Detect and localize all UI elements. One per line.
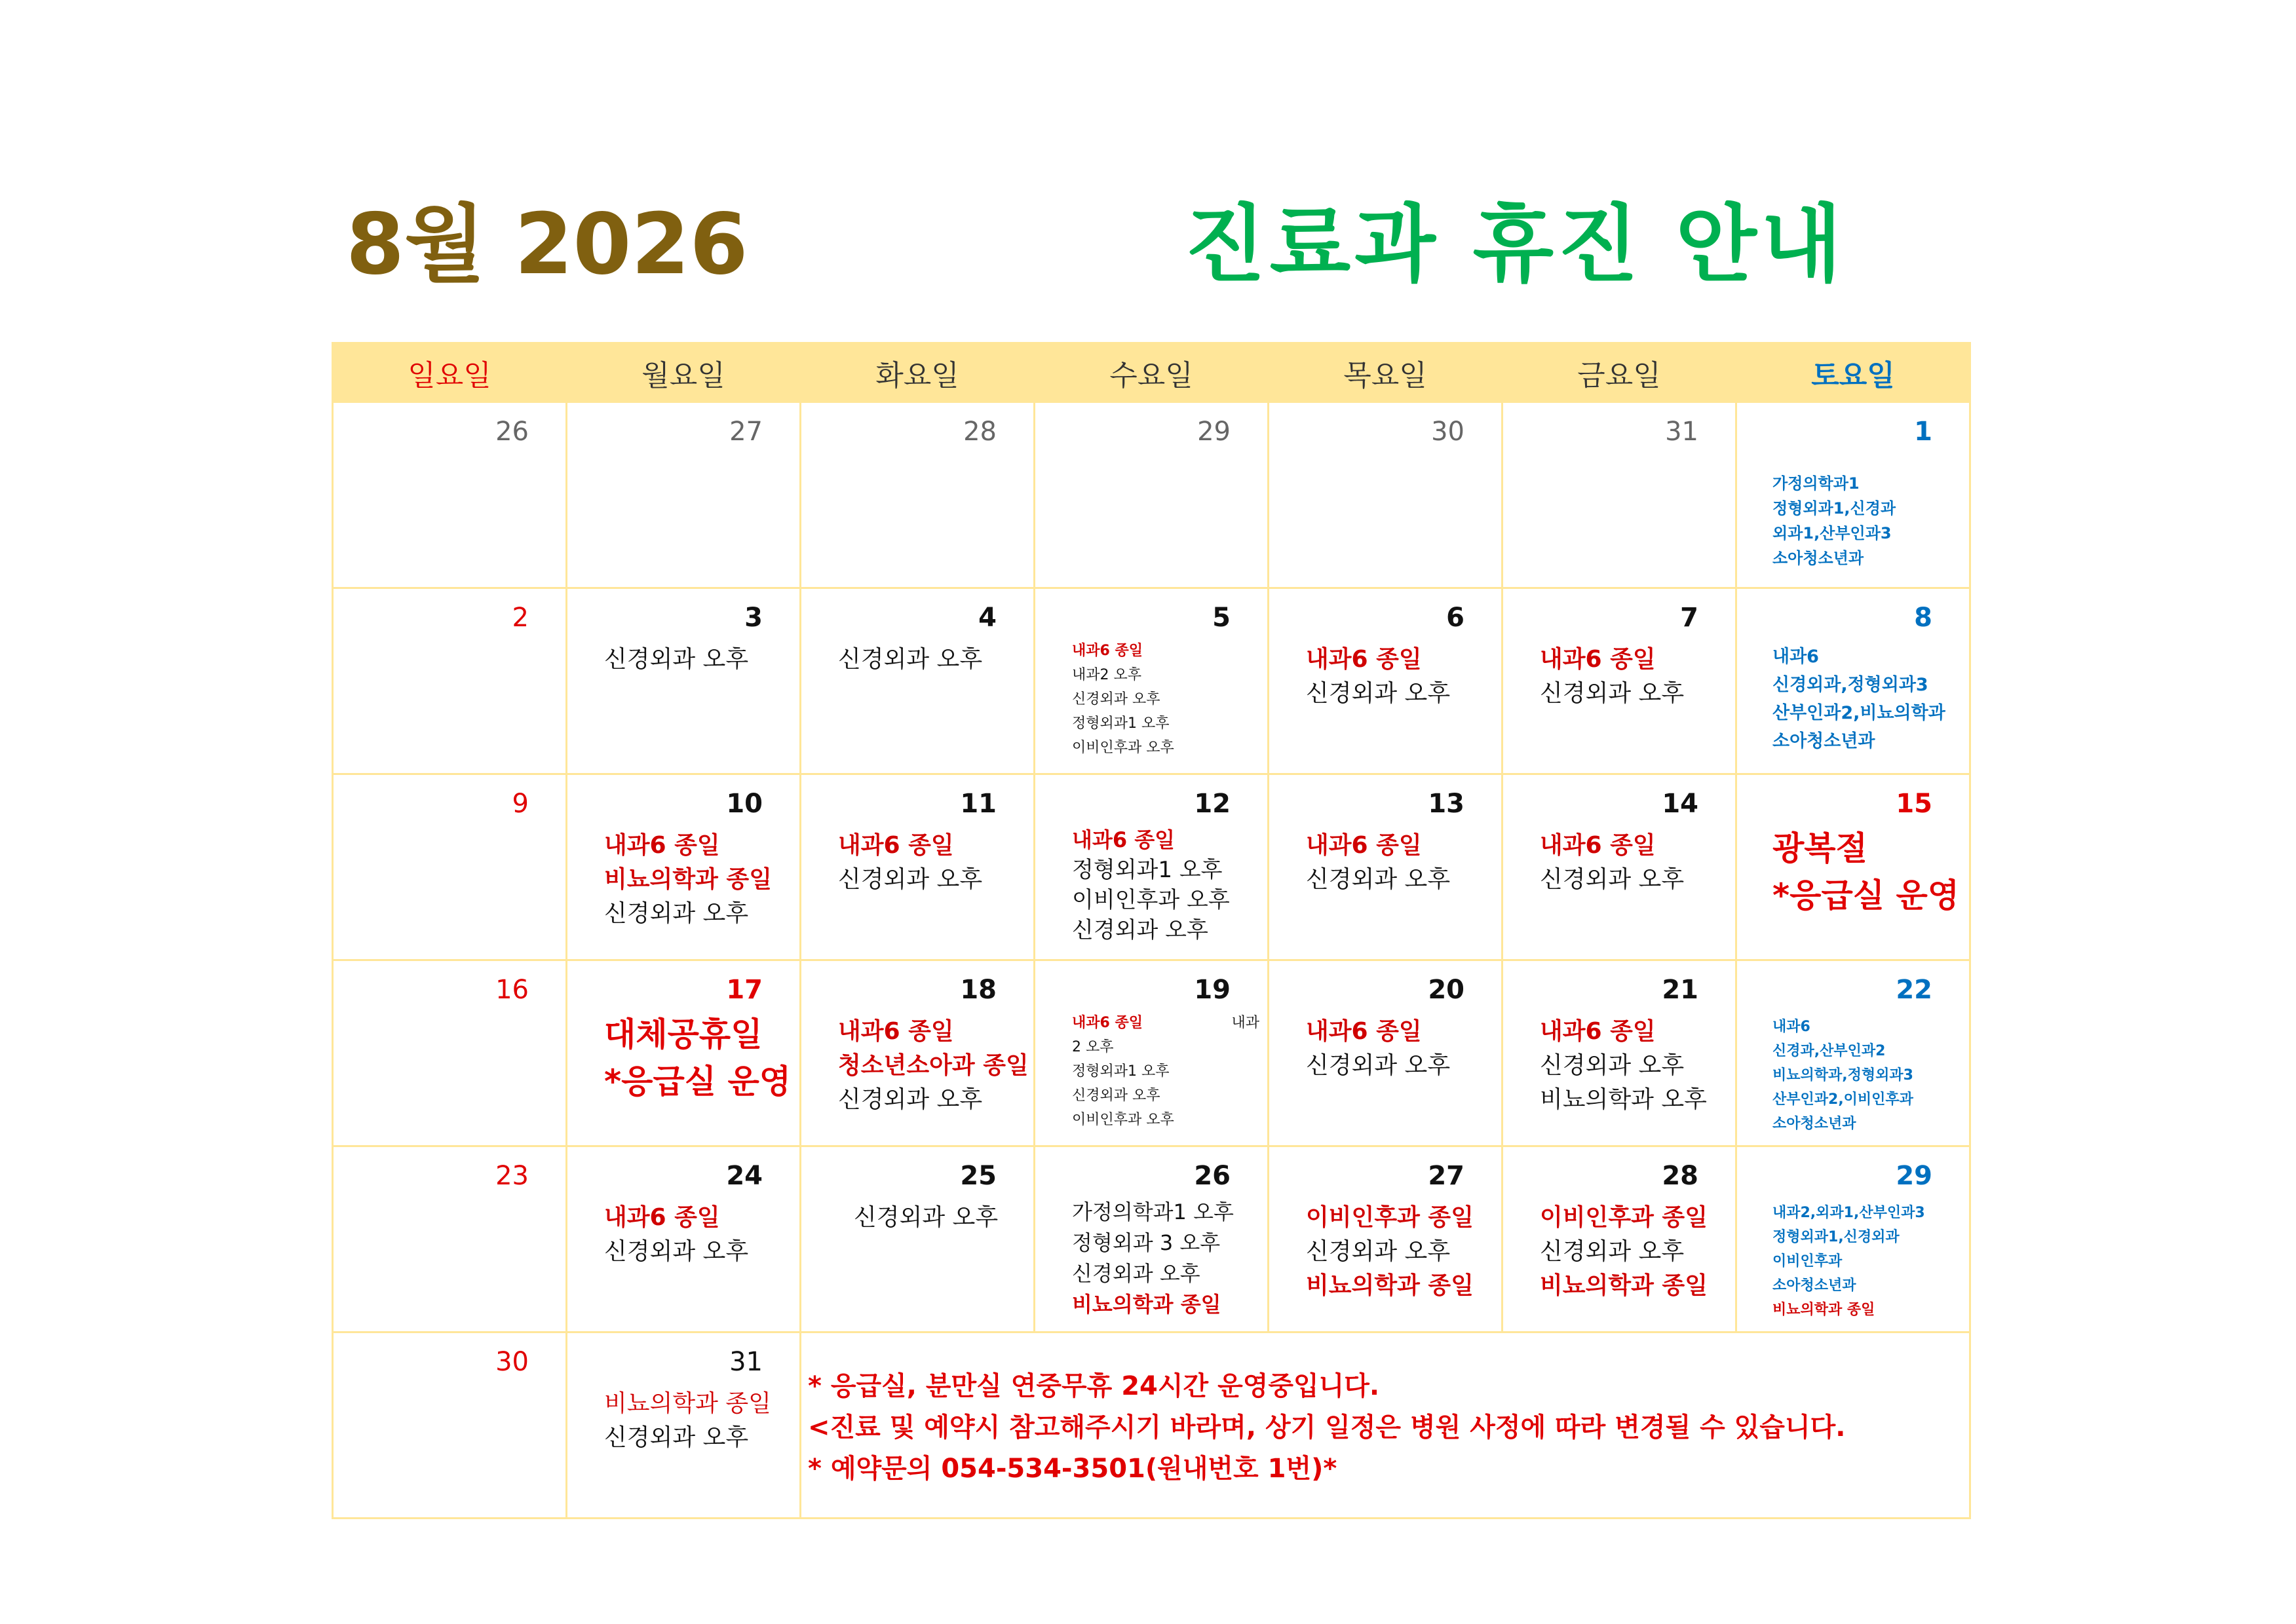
day-cell [333,588,567,774]
day-number: 7 [1680,603,1698,633]
closure-item: 소아청소년과 [1772,731,1875,751]
holiday-note [1737,820,1969,919]
day-cell [1736,402,1970,588]
day-cell [567,774,801,960]
weekday-friday: 금요일 [1502,343,1736,402]
day-cell [567,1332,801,1519]
closure-item: 신경외과 오후 [854,1204,999,1231]
closure-item: 비뇨의학과 종일 [1772,1302,1875,1318]
closure-item: 비뇨의학과 종일 [604,1390,771,1417]
day-cell [1269,960,1502,1146]
weekday-wednesday: 수요일 [1035,343,1269,402]
closure-item: 정형외과1,신경과 [1772,499,1896,518]
day-cell [801,588,1035,774]
day-number: 26 [1194,1161,1231,1191]
holiday-name: 광복절 [1772,829,1867,867]
page-title: 진료과 휴진 안내 [1185,196,1846,293]
closure-item: 내과6 종일 [1306,1018,1422,1045]
day-number: 4 [978,603,997,633]
closure-item: 산부인과2,이비인후과 [1772,1091,1913,1108]
day-cell [333,774,567,960]
closure-item: 산부인과2,비뇨의학과 [1772,703,1945,723]
day-number: 31 [729,1347,763,1377]
day-cell [333,1332,567,1519]
week-row-4 [333,960,1970,1146]
closure-item: 비뇨의학과 종일 [1072,1292,1221,1317]
day-cell [333,402,567,588]
closure-item: 신경외과 오후 [1072,691,1160,708]
closure-item: 신경외과 오후 [1540,1238,1685,1265]
closure-item: 소아청소년과 [1772,1277,1856,1294]
closure-list [1737,1006,1969,1136]
day-number: 10 [726,789,763,819]
day-number: 16 [495,975,529,1005]
day-number: 6 [1446,603,1464,633]
day-cell [1502,774,1736,960]
closure-item: 내과6 종일 [1540,832,1656,859]
weekday-thursday: 목요일 [1269,343,1502,402]
day-cell [1736,774,1970,960]
closure-item: 정형외과1 오후 [1072,857,1223,883]
day-cell [567,402,801,588]
notice-line: * 응급실, 분만실 연중무휴 24시간 운영중입니다. [808,1371,1380,1401]
day-number: 26 [495,417,529,447]
day-cell [1736,960,1970,1146]
day-cell [1035,588,1269,774]
holiday-er-note: *응급실 운영 [604,1063,792,1101]
closure-item: 신경외과 오후 [1072,1261,1200,1286]
closure-item: 이비인후과 오후 [1072,740,1174,756]
weekday-saturday: 토요일 [1736,343,1970,402]
week-row-1 [333,402,1970,588]
day-number: 30 [1431,417,1464,447]
day-cell [1035,960,1269,1146]
closure-item: 내과6 종일 [1306,832,1422,859]
closure-item: 신경외과 오후 [1540,866,1685,893]
closure-item: 신경외과 오후 [838,646,983,673]
day-number: 17 [726,975,763,1005]
closure-item: 소아청소년과 [1772,549,1864,567]
closure-item: 신경외과 오후 [1306,1238,1451,1265]
closure-item: 내과6 종일 [1540,646,1656,673]
notice-cell [801,1332,1970,1519]
notice-line: <진료 및 예약시 참고해주시기 바라며, 상기 일정은 병원 사정에 따라 변경될 수 있습니다. [808,1412,1846,1443]
day-number: 27 [729,417,763,447]
closure-item: 이비인후과 오후 [1072,1112,1174,1128]
day-cell [801,1146,1035,1332]
day-number: 5 [1212,603,1231,633]
closure-item: 신경외과 오후 [604,900,749,927]
day-cell [1502,960,1736,1146]
day-cell [801,960,1035,1146]
closure-list [1737,447,1969,571]
month-title: 8월 2026 [346,196,748,293]
closure-item: 내과6 종일 [1072,1015,1143,1031]
closure-item: 비뇨의학과 오후 [1540,1086,1707,1113]
closure-item: 신경외과 오후 [1540,680,1685,707]
closure-item: 신경외과 오후 [838,866,983,893]
day-number: 3 [744,603,763,633]
notice-line: * 예약문의 054-534-3501(원내번호 1번)* [808,1454,1337,1484]
day-number: 29 [1896,1161,1932,1191]
closure-item: 신경외과 오후 [1540,1052,1685,1079]
closure-item: 비뇨의학과,정형외과3 [1772,1067,1913,1084]
closure-item: 비뇨의학과 종일 [604,866,772,893]
closure-item: 내과6 종일 [604,1204,720,1231]
week-row-3 [333,774,1970,960]
day-number: 28 [1662,1161,1698,1191]
closure-item: 내과6 종일 [604,832,720,859]
day-number: 12 [1194,789,1231,819]
day-cell [1736,1146,1970,1332]
closure-item: 신경외과 오후 [604,1424,749,1451]
day-cell [333,960,567,1146]
closure-item: 신경외과 오후 [1306,1052,1451,1079]
day-number: 27 [1428,1161,1464,1191]
day-cell [1035,1146,1269,1332]
day-cell [801,402,1035,588]
closure-item: 소아청소년과 [1772,1116,1856,1132]
closure-item: 내과6 종일 [1306,646,1422,673]
day-number: 9 [512,789,529,819]
closure-item: 비뇨의학과 종일 [1540,1272,1708,1299]
day-number: 19 [1194,975,1231,1005]
week-row-5 [333,1146,1970,1332]
day-number: 23 [495,1161,529,1191]
day-number: 24 [726,1161,763,1191]
day-cell [333,1146,567,1332]
holiday-name: 대체공휴일 [604,1015,763,1053]
closure-item: 가정의학과1 [1772,474,1860,493]
day-cell [567,960,801,1146]
closure-item: 신경외과 오후 [1306,680,1451,707]
day-number: 2 [512,603,529,633]
weekday-sunday: 일요일 [333,343,567,402]
day-cell [1736,588,1970,774]
closure-item: 신경외과 오후 [604,1238,749,1265]
day-cell [1502,402,1736,588]
week-row-6 [333,1332,1970,1519]
closure-item: 내과2 오후 [1072,667,1141,683]
weekday-tuesday: 화요일 [801,343,1035,402]
weekday-monday: 월요일 [567,343,801,402]
closure-item: 청소년소아과 종일 [838,1052,1029,1079]
weekday-header-row [333,343,1970,402]
day-number: 22 [1896,975,1932,1005]
day-cell [1035,774,1269,960]
closure-item: 정형외과1 오후 [1072,1063,1170,1080]
closure-item: 내과6 [1772,647,1819,667]
closure-item: 내과6 종일 [838,1018,954,1045]
notice-box [801,1333,1969,1490]
closure-item: 비뇨의학과 종일 [1306,1272,1474,1299]
day-cell [567,1146,801,1332]
closure-item: 내과6 종일 [1540,1018,1656,1045]
closure-item: 가정의학과1 오후 [1072,1199,1234,1224]
day-number: 1 [1914,417,1932,447]
day-number: 21 [1662,975,1698,1005]
closure-item: 정형외과1 오후 [1072,715,1170,732]
week-row-2 [333,588,1970,774]
closure-item: 내과 [1231,1015,1259,1031]
closure-item: 2 오후 [1072,1039,1114,1055]
calendar-table [332,342,1971,1519]
day-cell [1035,402,1269,588]
day-number: 11 [960,789,997,819]
day-cell [567,588,801,774]
day-cell [1269,588,1502,774]
day-number: 15 [1896,789,1932,819]
closure-item: 정형외과 3 오후 [1072,1230,1221,1255]
closure-item: 이비인후과 [1772,1253,1843,1270]
closure-item: 신경외과,정형외과3 [1772,675,1928,695]
day-number: 30 [495,1347,529,1377]
holiday-note [567,1006,799,1105]
closure-item: 내과6 [1772,1019,1810,1035]
closure-item: 이비인후과 종일 [1540,1204,1708,1231]
closure-item: 신경외과 오후 [1072,1087,1160,1104]
day-cell [1269,402,1502,588]
day-number: 25 [960,1161,997,1191]
day-cell [1502,1146,1736,1332]
day-number: 13 [1428,789,1464,819]
day-cell [1502,588,1736,774]
day-number: 14 [1662,789,1698,819]
closure-item: 외과1,산부인과3 [1772,524,1892,542]
closure-item: 내과6 종일 [838,832,954,859]
closure-item: 이비인후과 오후 [1072,887,1230,913]
closure-item: 정형외과1,신경외과 [1772,1229,1900,1245]
day-number: 8 [1914,603,1932,633]
closure-item: 내과6 종일 [1072,643,1143,659]
closure-item: 신경외과 오후 [1306,866,1451,893]
holiday-er-note: *응급실 운영 [1772,877,1960,915]
closure-item: 내과2,외과1,산부인과3 [1772,1205,1925,1221]
day-number: 31 [1665,417,1698,447]
day-cell [1269,1146,1502,1332]
day-number: 18 [960,975,997,1005]
closure-list [1737,1192,1969,1322]
closure-item: 이비인후과 종일 [1306,1204,1474,1231]
closure-item: 신경외과 오후 [1072,917,1208,943]
closure-list [1737,633,1969,755]
day-cell [801,774,1035,960]
closure-item: 내과6 종일 [1072,827,1176,852]
day-number: 29 [1197,417,1231,447]
day-number: 20 [1428,975,1464,1005]
closure-item: 신경외과 오후 [604,646,749,673]
closure-item: 신경과,산부인과2 [1772,1043,1886,1059]
day-number: 28 [963,417,997,447]
day-cell [1269,774,1502,960]
closure-item: 신경외과 오후 [838,1086,983,1113]
